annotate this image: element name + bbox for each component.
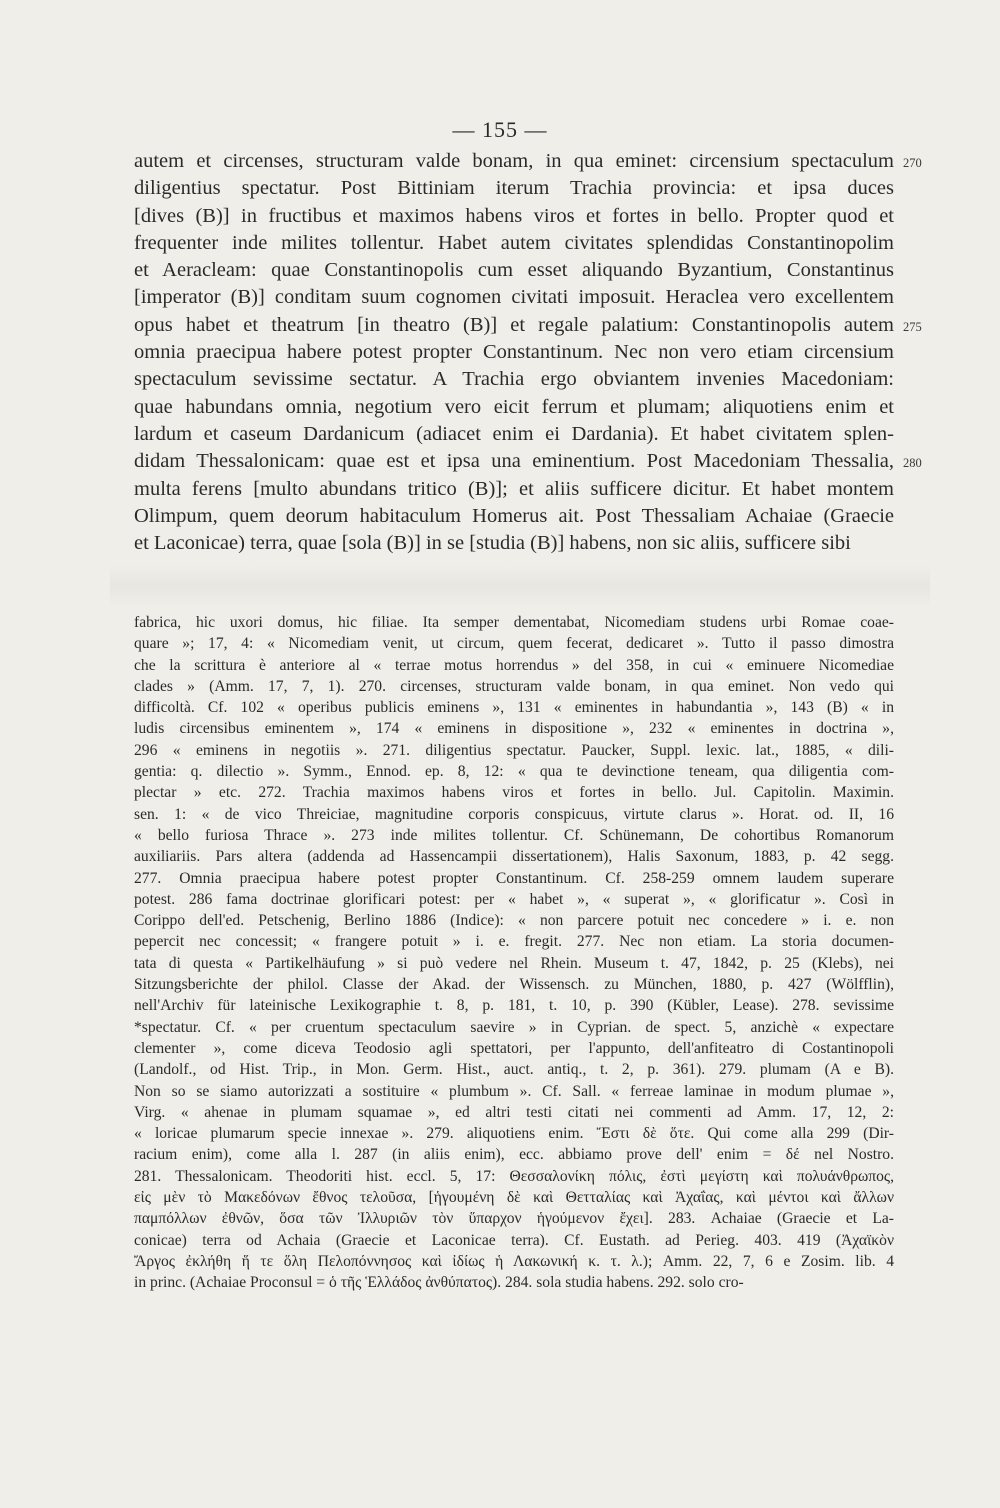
note-line: plectar » etc. 272. Trachia maximos habens viros et fortes in bello. Jul. Capitolin. Maximin. <box>134 784 894 802</box>
line-number: 270 <box>903 156 922 170</box>
main-text-line: [imperator (B)] conditam suum cognomen civitati imposuit. Heraclea vero excellentem <box>134 286 894 309</box>
commentary-notes <box>134 612 894 1294</box>
note-line: 281. Thessalonicam. Theodoriti hist. eccl. 5, 17: Θεσσαλονίκη πόλις, ἐστὶ μεγίστη καὶ πολυάνθρωπος, <box>134 1167 894 1185</box>
note-line: auxiliariis. Pars altera (addenda ad Hassencampii dissertationem), Halis Saxonum, 1883, p. 42 segg. <box>134 848 894 866</box>
note-line: potest. 286 fama doctrinae glorificari potest: per « habet », « superat », « glorificatur ». Così in <box>134 890 894 908</box>
note-line: 277. Omnia praecipua habere potest propter Constantinum. Cf. 258-259 omnem laudem superare <box>134 869 894 887</box>
note-line: Corippo dell'ed. Petschenig, Berlino 1886 (Indice): « non parcere potuit nec concedere » i. e. non <box>134 912 894 930</box>
note-line: Non so se siamo autorizzati a sostituire « plumbum ». Cf. Sall. « ferreae laminae in modum plumae », <box>134 1082 894 1100</box>
note-line: in princ. (Achaiae Proconsul = ὁ τῆς Ἑλλάδος ἀνθύπατος). 284. sola studia habens. 292. solo cro- <box>134 1274 744 1292</box>
main-text <box>134 148 894 557</box>
main-text-line: et Aeracleam: quae Constantinopolis cum esset aliquando Byzantium, Constantinus <box>134 259 894 282</box>
note-line: Virg. « ahenae in plumam squamae », ed altri testi citati nei commenti ad Amm. 17, 12, 2: <box>134 1103 894 1121</box>
main-text-line: opus habet et theatrum [in theatro (B)] et regale palatium: Constantinopolis autem <box>134 313 894 336</box>
main-text-line: omnia praecipua habere potest propter Constantinum. Nec non vero etiam circensium <box>134 341 894 364</box>
main-text-line: et Laconicae) terra, quae [sola (B)] in se [studia (B)] habens, non sic aliis, sufficere sibi <box>134 532 851 555</box>
main-text-line: spectaculum sevissime sectatur. A Trachia ergo obviantem invenies Macedoniam: <box>134 368 894 391</box>
note-line: fabrica, hic uxori domus, hic filiae. Ita semper dementabat, Nicomediam studens urbi Romae coae- <box>134 614 894 631</box>
main-text-line: multa ferens [multo abundans tritico (B)]; et aliis sufficere dicitur. Et habet montem <box>134 477 894 500</box>
note-line: tata di questa « Partikelhäufung » si può vedere nel Rhein. Museum t. 47, 1842, p. 25 (Klebs), nei <box>134 954 894 972</box>
note-line: « bello furiosa Thrace ». 273 inde milites tollentur. Cf. Schünemann, De cohortibus Romanorum <box>134 826 894 844</box>
note-line: sen. 1: « de vico Threiciae, magnitudine corporis conspicuus, virtute clarus ». Horat. od. II, 16 <box>134 805 894 823</box>
note-line: Sitzungsberichte der philol. Classe der Akad. der Wissensch. zu München, 1880, p. 427 (Wölfflin), <box>134 976 894 994</box>
main-text-line: [dives (B)] in fructibus et maximos habens viros et fortes in bello. Propter quod et <box>134 204 894 227</box>
line-number: 280 <box>903 456 922 471</box>
note-line: (Landolf., od Hist. Trip., in Mon. Germ. Hist., auct. antiq., t. 2, p. 361). 279. plumam (A e B). <box>134 1061 894 1079</box>
note-line: conicae) terra od Achaia (Graecie et Laconicae terra). Cf. Eustath. ad Perieg. 403. 419 (Ἀχαϊκὸν <box>134 1231 894 1249</box>
note-line: gentia: q. dilectio ». Symm., Ennod. ep. 8, 12: « qua te devinctione teneam, qua diligentia com- <box>134 763 894 781</box>
main-text-line: quae habundans omnia, negotium vero eicit ferrum et plumam; aliquotiens enim et <box>134 395 894 418</box>
note-line: quare »; 17, 4: « Nicomediam venit, ut circum, quem fecerat, dedicaret ». Tutto il passo dimostra <box>134 635 894 653</box>
main-text-line: autem et circenses, structuram valde bonam, in qua eminet: circensium spectaculum <box>134 150 894 172</box>
note-line: nell'Archiv für lateinische Lexikographie t. 8, p. 181, t. 10, p. 390 (Kübler, Lease). 278. sevissime <box>134 997 894 1015</box>
note-line: che la scrittura è anteriore al « terrae motus horrendus » del 358, in cui « eminuere Nicomediae <box>134 656 894 674</box>
note-line: Ἄργος ἐκλήθη ἥ τε ὅλη Πελοπόννησος καὶ ἰδίως ἡ Λακωνική κ. τ. λ.); Amm. 22, 7, 6 e Zosim. lib. 4 <box>134 1252 894 1270</box>
line-number: 275 <box>903 319 922 334</box>
main-text-line: lardum et caseum Dardanicum (adiacet enim ei Dardania). Et habet civitatem splen- <box>134 422 894 445</box>
main-text-line: frequenter inde milites tollentur. Habet autem civitates splendidas Constantinopolim <box>134 231 894 254</box>
note-line: ludis circensibus eminentem », 174 « eminens in dispositione », 232 « eminentes in doctrina », <box>134 720 894 738</box>
show-through-band <box>110 566 930 606</box>
note-line: clades » (Amm. 17, 7, 1). 270. circenses, structuram valde bonam, in qua eminet. Non vedo qui <box>134 677 894 695</box>
note-line: racium enim), come alla l. 287 (in aliis enim), ecc. abbiamo prove dell' enim = δέ nel Nostro. <box>134 1146 894 1164</box>
main-text-line: diligentius spectatur. Post Bittiniam iterum Trachia provincia: et ipsa duces <box>134 177 894 200</box>
note-line: παμπόλλων ἐθνῶν, ὅσα τῶν Ἰλλυριῶν τὸν ὕπαρχον ἡγούμενον ἔχει]. 283. Achaiae (Graecie et La- <box>134 1210 894 1228</box>
note-line: clementer », come diceva Teodosio agli spettatori, per l'appunto, dell'anfiteatro di Costantinopoli <box>134 1039 894 1057</box>
main-text-line: Olimpum, quem deorum habitaculum Homerus ait. Post Thessaliam Achaiae (Graecie <box>134 504 894 527</box>
note-line: difficoltà. Cf. 102 « operibus publicis eminens », 131 « eminentes in habundantia », 143 (B) « in <box>134 699 894 717</box>
note-line: *spectatur. Cf. « per cruentum spectaculum saevire » in Cyprian. de spect. 5, anzichè « expectare <box>134 1018 894 1036</box>
main-text-line: didam Thessalonicam: quae est et ipsa una eminentium. Post Macedoniam Thessalia, <box>134 450 894 473</box>
note-line: εἰς μὲν τὸ Μακεδόνων ἔθνος τελοῦσα, [ἡγουμένη δὲ καὶ Θετταλίας καὶ Ἀχαΐας, καὶ μέντοι καὶ ἄλλων <box>134 1189 894 1207</box>
note-line: « loricae plumarum specie innexae ». 279. aliquotiens enim. Ἔστι δὲ ὅτε. Qui come alla 299 (Dir- <box>134 1125 894 1143</box>
note-line: pepercit nec concessit; « frangere potuit » i. e. fregit. 277. Nec non etiam. La storia documen- <box>134 933 894 951</box>
note-line: 296 « eminens in negotiis ». 271. diligentius spectatur. Paucker, Suppl. lexic. lat., 1885, « dili- <box>134 741 894 759</box>
page-number: — 155 — <box>452 117 548 142</box>
